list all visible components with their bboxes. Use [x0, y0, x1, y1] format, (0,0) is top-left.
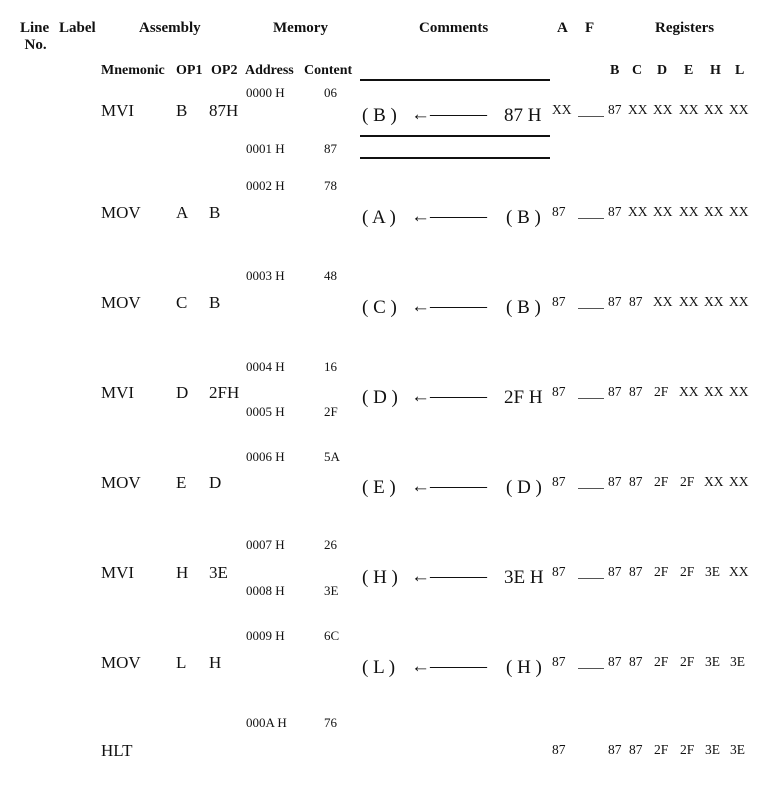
subheader-op2: OP2	[211, 63, 238, 78]
register-value: 87	[608, 654, 622, 669]
comment-arrow: ←———	[411, 656, 487, 677]
register-value: 3E	[705, 654, 720, 669]
register-value: 87	[629, 384, 643, 399]
mnemonic: MOV	[101, 473, 141, 492]
mnemonic: MVI	[101, 101, 135, 120]
comment-arrow: ←———	[411, 566, 487, 587]
operand-2: H	[209, 653, 222, 672]
register-value: 87	[608, 204, 622, 219]
memory-content: 6C	[324, 628, 340, 643]
flag-blank-line	[578, 308, 604, 309]
header-assembly: Assembly	[139, 20, 201, 36]
header-line-no-line1: Line	[20, 20, 50, 36]
memory-address: 0005 H	[246, 404, 285, 419]
header-line-no-line2: No.	[24, 37, 47, 53]
register-value: 87	[608, 742, 622, 757]
register-a-value: 87	[552, 564, 566, 579]
comment-source: 3E H	[504, 567, 544, 588]
header-label: Label	[59, 20, 96, 36]
operand-1: D	[176, 383, 189, 402]
comment-source: ( B )	[506, 207, 541, 228]
register-value: 3E	[730, 742, 745, 757]
register-value: XX	[729, 564, 749, 579]
register-value: XX	[628, 204, 648, 219]
register-value: 2F	[654, 474, 669, 489]
register-value: 87	[608, 474, 622, 489]
rule-mid	[360, 135, 550, 137]
memory-content: 3E	[324, 583, 339, 598]
rule-bottom	[360, 157, 550, 159]
operand-2: B	[209, 293, 221, 312]
subheader-b: B	[610, 63, 620, 78]
operand-1: L	[176, 653, 187, 672]
header-f: F	[585, 20, 595, 36]
flag-blank-line	[578, 488, 604, 489]
register-a-value: 87	[552, 474, 566, 489]
comment-destination: ( A )	[362, 207, 396, 228]
operand-2: 87H	[209, 101, 239, 120]
register-value: XX	[628, 102, 648, 117]
memory-content: 2F	[324, 404, 338, 419]
register-value: XX	[653, 204, 673, 219]
register-value: XX	[729, 384, 749, 399]
comment-arrow: ←———	[411, 296, 487, 317]
register-value: 87	[629, 474, 643, 489]
memory-content: 78	[324, 178, 337, 193]
memory-content: 5A	[324, 449, 340, 464]
operand-1: B	[176, 101, 188, 120]
mnemonic: MOV	[101, 293, 141, 312]
comment-destination: ( E )	[362, 477, 396, 498]
operand-1: H	[176, 563, 189, 582]
comment-arrow: ←———	[411, 206, 487, 227]
register-value: 87	[608, 102, 622, 117]
memory-content: 16	[324, 359, 337, 374]
header-comments: Comments	[419, 20, 489, 36]
operand-2: B	[209, 203, 221, 222]
register-value: 2F	[654, 564, 669, 579]
memory-address: 0002 H	[246, 178, 285, 193]
operand-1: C	[176, 293, 188, 312]
subheader-address: Address	[245, 63, 294, 78]
subheader-e: E	[684, 63, 694, 78]
register-value: 2F	[680, 564, 695, 579]
register-value: XX	[653, 102, 673, 117]
flag-blank-line	[578, 578, 604, 579]
flag-blank-line	[578, 668, 604, 669]
header-a: A	[557, 20, 568, 36]
comment-destination: ( C )	[362, 297, 397, 318]
register-value: XX	[704, 474, 724, 489]
comment-source: 87 H	[504, 105, 542, 126]
comment-source: ( B )	[506, 297, 541, 318]
memory-address: 0006 H	[246, 449, 285, 464]
memory-address: 0008 H	[246, 583, 285, 598]
operand-1: A	[176, 203, 189, 222]
register-value: XX	[679, 102, 699, 117]
register-value: 87	[608, 384, 622, 399]
comment-arrow: ←———	[411, 104, 487, 125]
operand-2: 2FH	[209, 383, 240, 402]
register-value: 3E	[705, 742, 720, 757]
register-a-value: 87	[552, 294, 566, 309]
memory-address: 0009 H	[246, 628, 285, 643]
mnemonic: MVI	[101, 563, 135, 582]
memory-address: 000A H	[246, 715, 287, 730]
subheader-h: H	[710, 63, 721, 78]
header-registers: Registers	[655, 20, 715, 36]
register-value: XX	[704, 102, 724, 117]
comment-source: ( H )	[506, 657, 542, 678]
memory-content: 06	[324, 85, 337, 100]
flag-blank-line	[578, 116, 604, 117]
rule-top	[360, 79, 550, 81]
register-value: XX	[729, 474, 749, 489]
memory-content: 26	[324, 537, 337, 552]
mnemonic: MOV	[101, 653, 141, 672]
memory-address: 0001 H	[246, 141, 285, 156]
flag-blank-line	[578, 398, 604, 399]
register-value: 3E	[730, 654, 745, 669]
register-a-value: 87	[552, 204, 566, 219]
comment-destination: ( H )	[362, 567, 398, 588]
register-a-value: 87	[552, 384, 566, 399]
register-a-value: XX	[552, 102, 572, 117]
comment-arrow: ←———	[411, 476, 487, 497]
subheader-l: L	[735, 63, 745, 78]
register-value: 87	[629, 564, 643, 579]
register-value: 2F	[680, 474, 695, 489]
register-value: 3E	[705, 564, 720, 579]
comment-arrow: ←———	[411, 386, 487, 407]
mnemonic: HLT	[101, 741, 133, 760]
register-value: XX	[729, 204, 749, 219]
memory-content: 76	[324, 715, 337, 730]
memory-address: 0004 H	[246, 359, 285, 374]
register-value: XX	[653, 294, 673, 309]
subheader-d: D	[657, 63, 668, 78]
register-value: 87	[629, 654, 643, 669]
comment-destination: ( D )	[362, 387, 398, 408]
register-value: 2F	[654, 384, 669, 399]
register-value: 2F	[680, 742, 695, 757]
operand-1: E	[176, 473, 187, 492]
header-memory: Memory	[273, 20, 328, 36]
register-value: 87	[608, 564, 622, 579]
subheader-content: Content	[304, 63, 353, 78]
register-value: XX	[729, 102, 749, 117]
register-value: XX	[704, 294, 724, 309]
header-line-no	[20, 20, 49, 54]
comment-source: ( D )	[506, 477, 542, 498]
register-value: 2F	[654, 742, 669, 757]
register-a-value: 87	[552, 742, 566, 757]
register-value: XX	[679, 384, 699, 399]
register-value: 87	[629, 742, 643, 757]
operand-2: 3E	[209, 563, 228, 582]
register-value: 87	[629, 294, 643, 309]
register-value: 2F	[680, 654, 695, 669]
register-a-value: 87	[552, 654, 566, 669]
subheader-mnemonic: Mnemonic	[101, 63, 165, 78]
memory-content: 48	[324, 268, 337, 283]
operand-2: D	[209, 473, 222, 492]
register-value: XX	[704, 384, 724, 399]
memory-address: 0007 H	[246, 537, 285, 552]
register-value: 2F	[654, 654, 669, 669]
register-value: XX	[729, 294, 749, 309]
mnemonic: MVI	[101, 383, 135, 402]
subheader-c: C	[632, 63, 643, 78]
register-value: 87	[608, 294, 622, 309]
mnemonic: MOV	[101, 203, 141, 222]
register-value: XX	[679, 294, 699, 309]
register-value: XX	[679, 204, 699, 219]
memory-address: 0003 H	[246, 268, 285, 283]
comment-destination: ( L )	[362, 657, 396, 678]
memory-content: 87	[324, 141, 337, 156]
comment-destination: ( B )	[362, 105, 397, 126]
memory-address: 0000 H	[246, 85, 285, 100]
comment-source: 2F H	[504, 387, 543, 408]
subheader-op1: OP1	[176, 63, 203, 78]
flag-blank-line	[578, 218, 604, 219]
register-value: XX	[704, 204, 724, 219]
